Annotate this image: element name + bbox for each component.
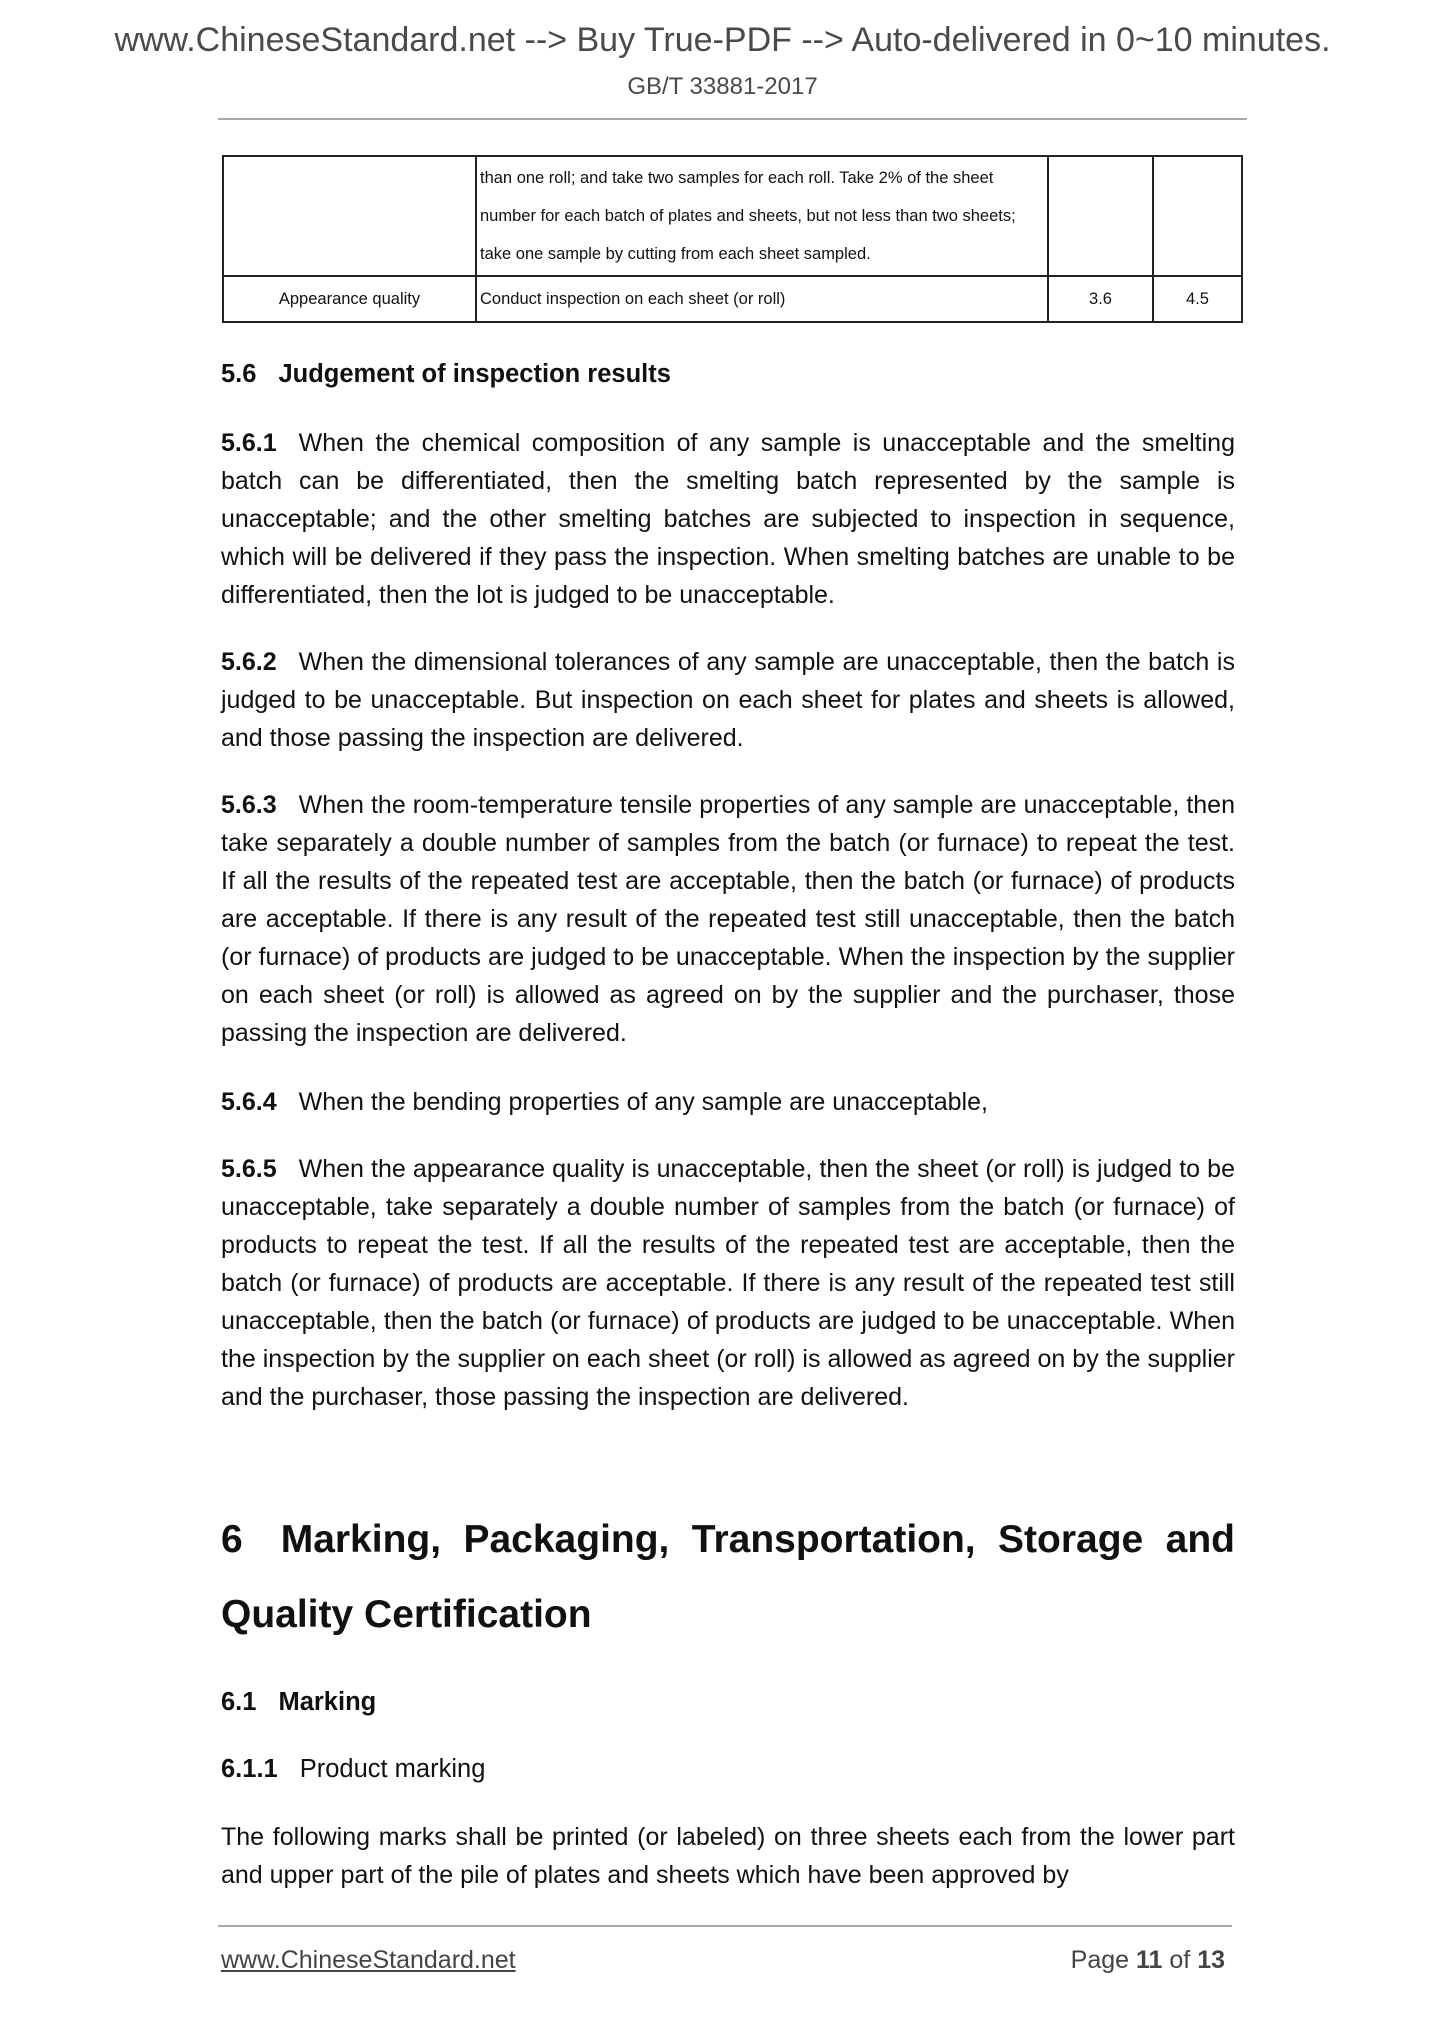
section-title: Judgement of inspection results — [278, 360, 671, 388]
section-title: Product marking — [299, 1755, 486, 1783]
paragraph-6-1-1: The following marks shall be printed (or labeled) on three sheets each from the lower part and upper part of the pile of plates and sheets which have been approved by — [221, 1823, 1235, 1889]
watermark-banner: www.ChineseStandard.net --> Buy True-PDF --> Auto-delivered in 0~10 minutes. — [114, 21, 1331, 59]
table-cell-method — [476, 156, 1048, 276]
section-number: 6.1 — [221, 1688, 257, 1716]
clause-text: When the room-temperature tensile properties of any sample are unacceptable, then take separately a double number of samples from the batch (or furnace) to repeat the test. If all the results of the repeated test are acceptable, then the batch (or furnace) of products are acceptable. If there is any result of the repeated test still unacceptable, then the batch (or furnace) of products are judged to be unacceptable. When the inspection by the supplier on each sheet (or roll) is allowed as agreed on by the supplier and the purchaser, those passing the inspection are delivered. — [221, 791, 1235, 1047]
site-link[interactable]: www.ChineseStandard.net — [221, 1946, 516, 1974]
clause-text: When the chemical composition of any sample is unacceptable and the smelting batch can be differentiated, then the smelting batch represented by the sample is unacceptable; and the other smelting batches are subjected to inspection in sequence, which will be delivered if they pass the inspection. When smelting batches are unable to be differentiated, then the lot is judged to be unacceptable. — [221, 429, 1235, 609]
cell-line: number for each batch of plates and sheets, but not less than two sheets; — [480, 207, 1016, 225]
chapter-heading-6 — [221, 1502, 1235, 1652]
current-page: 11 — [1135, 1946, 1163, 1974]
clause-5-6-3 — [221, 786, 1235, 1052]
page-number — [1071, 1946, 1225, 1975]
section-heading-6-1 — [221, 1683, 398, 1721]
clause-number: 5.6.1 — [221, 429, 277, 457]
chapter-number: 6 — [221, 1518, 243, 1561]
clause-number: 5.6.2 — [221, 648, 277, 676]
section-number: 6.1.1 — [221, 1755, 278, 1783]
clause-text: When the bending properties of any sample are unacceptable, — [298, 1088, 988, 1116]
table-cell — [1048, 156, 1153, 276]
table-cell-method: Conduct inspection on each sheet (or roll) — [476, 276, 1048, 322]
table-cell — [1153, 156, 1242, 276]
clause-number: 5.6.5 — [221, 1155, 277, 1183]
clause-5-6-2 — [221, 643, 1235, 757]
chapter-title: Marking, Packaging, Transportation, Storage and Quality Certification — [221, 1518, 1235, 1636]
table-cell-req-clause: 3.6 — [1048, 276, 1153, 322]
section-number: 5.6 — [221, 360, 257, 388]
table-row — [223, 156, 1242, 276]
clause-5-6-1 — [221, 424, 1235, 614]
clause-5-6-5 — [221, 1150, 1235, 1416]
table-cell-item: Appearance quality — [223, 276, 476, 322]
clause-text: When the dimensional tolerances of any sample are unacceptable, then the batch is judged to be unacceptable. But inspection on each sheet for plates and sheets is allowed, and those passing the inspection are delivered. — [221, 648, 1235, 752]
footer-divider — [218, 1925, 1232, 1927]
clause-5-6-4 — [221, 1083, 1235, 1121]
inspection-table — [222, 155, 1243, 323]
clause-number: 5.6.3 — [221, 791, 277, 819]
table-row — [223, 276, 1242, 322]
footer-left — [221, 1946, 516, 1975]
of-label: of — [1169, 1946, 1191, 1974]
table-cell — [223, 156, 476, 276]
section-heading-6-1-1 — [221, 1750, 507, 1788]
table-cell-test-clause: 4.5 — [1153, 276, 1242, 322]
standard-code: GB/T 33881-2017 — [627, 73, 818, 100]
total-pages: 13 — [1197, 1946, 1225, 1974]
clause-number: 5.6.4 — [221, 1088, 277, 1116]
header-divider — [218, 118, 1247, 120]
section-title: Marking — [278, 1688, 377, 1716]
clause-text: When the appearance quality is unacceptable, then the sheet (or roll) is judged to be unacceptable, take separately a double number of samples from the batch (or furnace) of products to repeat the test. If all the results of the repeated test are acceptable, then the batch (or furnace) of products are acceptable. If there is any result of the repeated test still unacceptable, then the batch (or furnace) of products are judged to be unacceptable. When the inspection by the supplier on each sheet (or roll) is allowed as agreed on by the supplier and the purchaser, those passing the inspection are delivered. — [221, 1155, 1235, 1411]
section-heading-5-6 — [221, 355, 693, 393]
page-label: Page — [1070, 1946, 1130, 1974]
cell-line: than one roll; and take two samples for each roll. Take 2% of the sheet — [480, 169, 994, 187]
cell-line: take one sample by cutting from each sheet sampled. — [480, 245, 871, 263]
